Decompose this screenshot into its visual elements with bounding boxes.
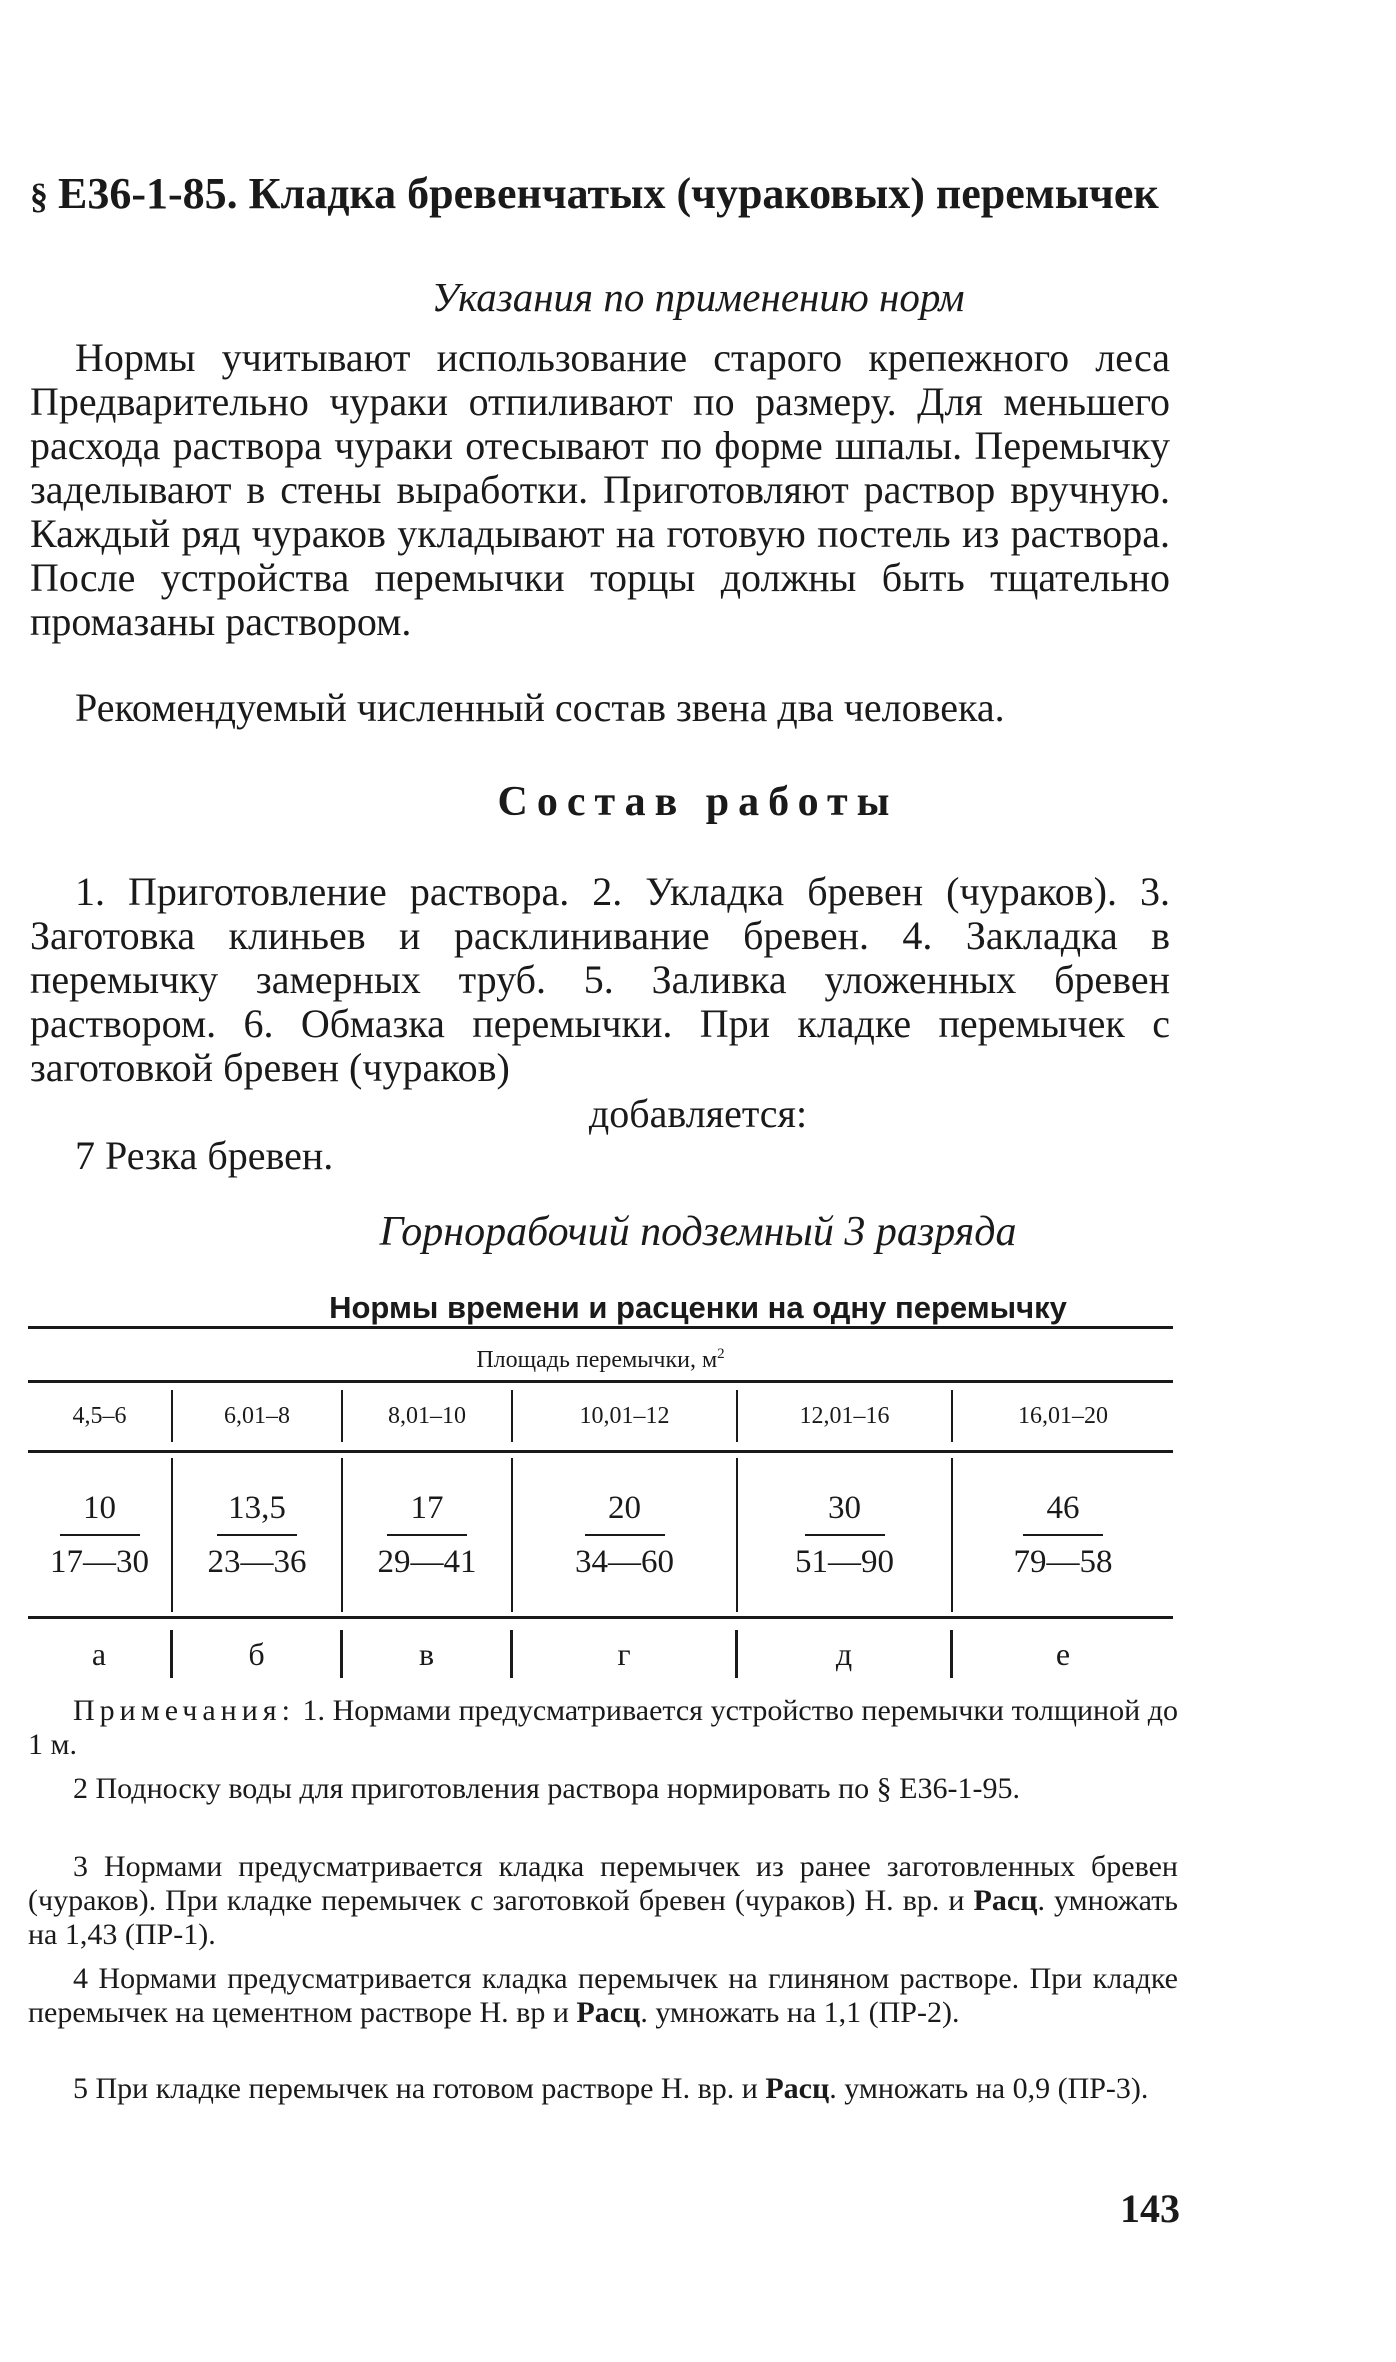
fraction-bar xyxy=(60,1534,140,1536)
fraction-bar xyxy=(217,1534,297,1536)
note-1-text: 1. Нормами предусматривается устройство перемычки толщиной до 1 м. xyxy=(28,1694,1178,1761)
note-3-tail: . умножать на 1,43 (ПР-1). xyxy=(28,1884,1178,1951)
note-3-text: 3 Нормами предусматривается кладка перемычек из ранее заготовленных бревен (чураков). При кладке перемычек с заготовкой бревен (чураков) Н. вр. и xyxy=(28,1850,1178,1917)
time-norm: 10 xyxy=(83,1490,116,1526)
time-norm: 46 xyxy=(1046,1490,1080,1526)
time-norm: 30 xyxy=(828,1490,861,1526)
note-4-tail: . умножать на 1,1 (ПР-2). xyxy=(640,1996,960,2029)
section-title xyxy=(30,168,1190,219)
price-rate: 34—60 xyxy=(575,1544,674,1580)
table-range-row xyxy=(28,1390,1173,1442)
time-norm: 20 xyxy=(608,1490,641,1526)
price-rate: 79—58 xyxy=(1013,1544,1113,1580)
table-header-rule xyxy=(28,1380,1173,1383)
norm-fraction xyxy=(28,1486,171,1584)
instructions-paragraph: Нормы учитывают использование старого крепежного леса Предварительно чураки отпиливают по размеру. Для меньшего расхода раствора чураки отесывают по форме шпалы. Перемычку заделывают в стены выработки. Приготовляют раствор вручную. Каждый ряд чураков укладывают на готовую постель из раствора. После устройства перемычки торцы должны быть тщательно промазаны раствором. xyxy=(30,335,1170,644)
team-composition-paragraph: Рекомендуемый численный состав звена два человека. xyxy=(75,685,1005,730)
column-letter: г xyxy=(513,1630,738,1678)
value-cell xyxy=(513,1458,738,1612)
price-rate: 17—30 xyxy=(50,1544,149,1580)
column-letter: в xyxy=(343,1630,513,1678)
value-cell xyxy=(173,1458,343,1612)
table-header-unit-power: 2 xyxy=(717,1346,725,1362)
note-2: 2 Подноску воды для приготовления раствора нормировать по § Е36-1-95. xyxy=(73,1772,1020,1805)
note-4 xyxy=(28,1962,1178,2030)
table-values-row xyxy=(28,1458,1173,1612)
column-letter: е xyxy=(1055,1636,1071,1672)
work-composition-paragraph: 1. Приготовление раствора. 2. Укладка бревен (чураков). 3. Заготовка клиньев и расклинивание бревен. 4. Закладка в перемычку замерных труб. 5. Заливка уложенных бревен раствором. 6. Обмазка перемычки. При кладке перемычек с заготовкой бревен (чураков) xyxy=(30,869,1170,1090)
table-title: Нормы времени и расценки на одну перемычку xyxy=(329,1290,1067,1325)
added-line: добавляется: xyxy=(588,1091,808,1136)
fraction-bar xyxy=(805,1534,885,1536)
range-cell: 6,01–8 xyxy=(173,1390,343,1442)
price-rate: 23—36 xyxy=(207,1544,307,1580)
range-cell: 16,01–20 xyxy=(1018,1403,1108,1429)
norm-fraction xyxy=(173,1486,341,1584)
price-rate: 51—90 xyxy=(795,1544,894,1580)
norm-fraction xyxy=(513,1486,736,1584)
page-number: 143 xyxy=(1120,2186,1180,2231)
value-cell xyxy=(343,1458,513,1612)
norm-fraction xyxy=(343,1486,511,1584)
note-4-bold: Расц xyxy=(576,1996,641,2029)
section-title-text: Е36-1-85. Кладка бревенчатых (чураковых) перемычек xyxy=(58,169,1159,218)
section-symbol: § xyxy=(30,176,48,216)
time-norm: 17 xyxy=(410,1490,444,1526)
fraction-bar xyxy=(1023,1534,1103,1536)
notes-label: Примечания: xyxy=(73,1694,295,1727)
table-top-rule xyxy=(28,1326,1173,1329)
table-range-rule xyxy=(28,1450,1173,1453)
norm-fraction xyxy=(953,1486,1173,1584)
work-item-7: 7 Резка бревен. xyxy=(75,1133,334,1178)
value-cell xyxy=(953,1458,1173,1612)
fraction-bar xyxy=(585,1534,665,1536)
note-5-bold: Расц xyxy=(765,2072,830,2105)
column-letter: б xyxy=(173,1630,343,1678)
note-3 xyxy=(28,1850,1178,1952)
value-cell xyxy=(28,1458,173,1612)
column-letter: а xyxy=(28,1630,173,1678)
range-cell: 10,01–12 xyxy=(513,1390,738,1442)
table-letters-row xyxy=(28,1630,1173,1678)
value-cell xyxy=(738,1458,953,1612)
worker-category: Горнорабочий подземный 3 разряда xyxy=(379,1209,1017,1255)
note-5 xyxy=(28,2072,1178,2106)
fraction-bar xyxy=(387,1534,467,1536)
range-cell: 8,01–10 xyxy=(343,1390,513,1442)
range-cell: 12,01–16 xyxy=(738,1390,953,1442)
note-5-text: 5 При кладке перемычек на готовом растворе Н. вр. и xyxy=(73,2072,758,2105)
note-1 xyxy=(28,1694,1178,1762)
instructions-heading: Указания по применению норм xyxy=(431,274,965,320)
note-5-tail: . умножать на 0,9 (ПР-3). xyxy=(829,2072,1149,2105)
price-rate: 29—41 xyxy=(377,1544,477,1580)
table-header xyxy=(28,1334,1173,1374)
table-bottom-rule xyxy=(28,1616,1173,1619)
note-3-bold: Расц xyxy=(973,1884,1038,1917)
norm-fraction xyxy=(738,1486,951,1584)
range-cell: 4,5–6 xyxy=(28,1390,173,1442)
time-norm: 13,5 xyxy=(228,1490,286,1526)
column-letter: д xyxy=(738,1630,953,1678)
work-composition-heading: Состав работы xyxy=(497,779,899,825)
note-4-text: 4 Нормами предусматривается кладка перемычек на глиняном растворе. При кладке перемычек на цементном растворе Н. вр и xyxy=(28,1962,1178,2029)
table-header-label: Площадь перемычки, м xyxy=(476,1347,718,1373)
